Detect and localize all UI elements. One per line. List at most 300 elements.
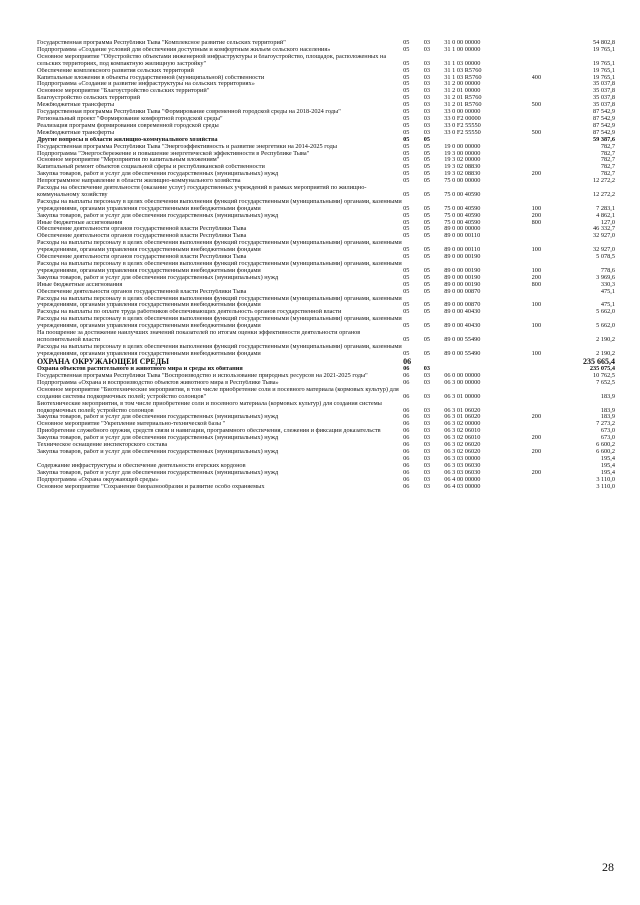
table-row — [37, 484, 615, 491]
row-section-code: 06 — [403, 373, 410, 379]
row-subsection-code: 05 — [423, 178, 430, 185]
row-target-article: 89 0 00 00870 — [444, 301, 481, 309]
row-section-code: 06 — [403, 414, 410, 421]
row-amount: 19 765,1 — [592, 67, 615, 74]
table-row — [37, 109, 615, 116]
row-amount: 19 765,1 — [592, 46, 615, 53]
row-amount: 475,1 — [600, 301, 615, 309]
row-expense-type — [532, 116, 559, 123]
row-target-article: 06 3 01 00000 — [444, 392, 481, 400]
row-amount: 10 762,5 — [592, 373, 615, 379]
row-amount: 5 078,5 — [596, 254, 615, 261]
row-amount: 195,4 — [600, 462, 615, 469]
row-name: На поощрение за достижение наилучших значений показателей по итогам оценки эффективности деятельности органов исполнительной власти — [37, 330, 361, 343]
row-section-code: 05 — [403, 102, 410, 109]
row-target-article: 06 3 02 00000 — [444, 421, 481, 428]
row-amount: 46 332,7 — [592, 226, 615, 233]
table-row — [37, 414, 615, 421]
row-section-code: 05 — [403, 322, 410, 330]
row-section-code: 06 — [403, 469, 410, 476]
row-subsection-code: 05 — [423, 274, 430, 281]
row-section-code: 05 — [403, 115, 410, 122]
row-amount: 87 542,9 — [592, 122, 615, 129]
row-target-article — [444, 366, 531, 373]
row-expense-type: 100 — [531, 204, 542, 212]
row-name: Охрана объектов растительного и животного мира и среды их обитания — [37, 366, 243, 373]
row-target-article: 31 2 01 R5760 — [444, 102, 482, 109]
row-subsection-code: 05 — [423, 266, 430, 274]
row-section-code: 06 — [403, 392, 410, 400]
row-name: Обеспечение деятельности органов государственной власти Республики Тыва — [37, 233, 247, 240]
row-expense-type — [532, 330, 559, 344]
row-expense-type — [532, 366, 559, 373]
table-row — [37, 130, 615, 137]
row-subsection-code: 05 — [423, 204, 430, 212]
row-name: Подпрограмма «Создание условий для обеспечения доступным и комфортным жильем сельского населения» — [37, 46, 331, 53]
row-name: Иные бюджетные ассигнования — [37, 219, 123, 226]
row-target-article: 33 0 F2 55550 — [444, 122, 481, 129]
row-expense-type: 800 — [531, 281, 542, 288]
row-section-code: 06 — [403, 442, 410, 449]
row-section-code: 05 — [403, 46, 410, 53]
row-subsection-code: 03 — [423, 428, 430, 435]
row-section-code: 06 — [403, 366, 410, 373]
row-expense-type: 100 — [531, 322, 542, 330]
budget-table-body — [37, 40, 615, 490]
row-amount: 4 862,1 — [596, 212, 615, 219]
row-name: Основное мероприятие "Мероприятия по капитальным вложениям" — [37, 157, 220, 164]
row-name: Приобретение служебного оружия, средств связи и навигации, программного обеспечения, слежения и фиксации доказательств — [37, 428, 381, 435]
row-subsection-code: 03 — [423, 435, 430, 442]
row-name: Основное мероприятие "Обустройство объектами инженерной инфраструктуры и благоустройство, площадок, расположенных на сельских территориях, под компактную жилищную застройку" — [37, 53, 387, 67]
table-row — [37, 178, 615, 185]
row-section-code: 05 — [403, 349, 410, 357]
table-row — [37, 240, 615, 254]
row-subsection-code: 03 — [423, 109, 430, 116]
row-subsection-code: 05 — [423, 309, 430, 316]
row-amount: 127,0 — [600, 219, 615, 226]
row-target-article: 33 0 F2 55550 — [444, 129, 481, 136]
row-section-code: 05 — [403, 190, 410, 198]
row-target-article: 75 0 00 40590 — [444, 219, 481, 226]
row-section-code: 05 — [403, 212, 410, 219]
row-subsection-code: 05 — [423, 254, 430, 261]
row-expense-type — [532, 484, 559, 491]
row-expense-type — [532, 47, 559, 54]
row-amount: 2 190,2 — [596, 335, 615, 343]
row-subsection-code: 05 — [423, 246, 430, 254]
row-subsection-code: 05 — [423, 157, 430, 164]
row-target-article: 31 0 00 00000 — [444, 40, 481, 46]
row-amount: 32 927,0 — [592, 246, 615, 254]
row-target-article: 19 0 00 00000 — [444, 143, 481, 150]
table-row — [37, 185, 615, 199]
row-target-article: 31 1 03 R5760 — [444, 74, 482, 81]
row-target-article: 75 0 00 40590 — [444, 190, 481, 198]
row-target-article: 06 3 01 06020 — [444, 406, 481, 414]
row-amount: 3 969,6 — [596, 274, 615, 281]
row-section-code: 06 — [403, 421, 410, 428]
row-section-code: 06 — [403, 379, 410, 386]
row-expense-type — [532, 95, 559, 102]
row-target-article: 89 0 00 40430 — [444, 322, 481, 330]
table-row — [37, 289, 615, 296]
table-row — [37, 254, 615, 261]
row-target-article: 06 4 00 00000 — [444, 476, 481, 483]
row-expense-type — [532, 151, 559, 158]
row-subsection-code: 03 — [423, 379, 430, 386]
row-section-code: 05 — [403, 88, 410, 95]
row-target-article: 19 3 02 08830 — [444, 171, 481, 178]
row-section-code: 05 — [403, 266, 410, 274]
row-target-article: 89 0 00 00190 — [444, 281, 481, 288]
row-amount: 782,7 — [600, 143, 615, 150]
row-name: Содержание инфраструктуры и обеспечение деятельности егерских кордонов — [37, 462, 246, 469]
row-name: Расходы на выплаты персоналу в целях обеспечения выполнения функций государственными (муниципальными) органами, казенными учреждениями, органами управления государственными внебюджетными фондами — [37, 198, 402, 212]
row-name: Расходы на выплаты персоналу в целях обеспечения выполнения функций государственными (муниципальными) органами, казенными учреждениями, органами управления государственными внебюджетными фондами — [37, 295, 402, 309]
row-section-code: 05 — [403, 81, 410, 88]
table-row — [37, 226, 615, 233]
row-target-article: 31 2 01 00000 — [444, 88, 481, 95]
row-target-article: 06 3 02 06010 — [444, 428, 481, 435]
table-row — [37, 373, 615, 380]
row-expense-type: 500 — [531, 102, 542, 109]
row-subsection-code: 03 — [423, 122, 430, 129]
table-row — [37, 88, 615, 95]
row-target-article: 31 1 03 00000 — [444, 59, 481, 67]
row-expense-type: 200 — [531, 435, 542, 442]
row-name: Расходы на выплаты персоналу в целях обеспечения выполнения функций государственными (муниципальными) органами, казенными учреждениями, органами управления государственными внебюджетными фондами — [37, 316, 402, 330]
row-name: Благоустройство сельских территорий — [37, 95, 140, 102]
row-amount: 673,0 — [600, 428, 615, 435]
row-expense-type — [532, 387, 559, 401]
row-name: Подпрограмма "Энергосбережение и повышение энергетической эффективности в Республике Тыва" — [37, 150, 310, 157]
row-subsection-code: 05 — [423, 349, 430, 357]
row-amount: 183,9 — [600, 414, 615, 421]
table-row — [37, 75, 615, 82]
row-amount: 12 272,2 — [592, 190, 615, 198]
row-subsection-code: 05 — [423, 212, 430, 219]
row-amount: 19 765,1 — [592, 74, 615, 81]
row-amount: 3 110,0 — [596, 483, 615, 490]
row-name: Государственная программа Республики Тыва "Воспроизводство и использование природных ресурсов на 2021-2025 годы" — [37, 373, 368, 379]
table-row — [37, 40, 615, 47]
row-amount: 87 542,9 — [592, 129, 615, 136]
row-target-article: 06 4 03 00000 — [444, 483, 481, 490]
row-expense-type: 100 — [531, 246, 542, 254]
row-section-code: 06 — [403, 483, 410, 490]
row-amount: 87 542,9 — [592, 115, 615, 122]
row-target-article: 31 2 01 R5760 — [444, 95, 482, 102]
row-subsection-code: 03 — [423, 448, 430, 455]
row-name: Расходы на выплаты персоналу в целях обеспечения выполнения функций государственными (муниципальными) органами, казенными учреждениями, органами управления государственными внебюджетными фондами — [37, 240, 402, 254]
row-name: Другие вопросы в области жилищно-коммунального хозяйства — [37, 136, 218, 143]
table-row — [37, 316, 615, 330]
row-subsection-code: 05 — [423, 164, 430, 171]
table-row — [37, 123, 615, 130]
row-target-article: 19 3 02 08830 — [444, 164, 481, 171]
row-subsection-code: 03 — [423, 81, 430, 88]
row-name: Обеспечение деятельности органов государственной власти Республики Тыва — [37, 288, 247, 295]
row-section-code: 06 — [403, 462, 410, 469]
row-expense-type — [532, 144, 559, 151]
table-row — [37, 309, 615, 316]
row-amount: 330,3 — [600, 281, 615, 288]
table-row — [37, 296, 615, 310]
row-name: Закупка товаров, работ и услуг для обеспечения государственных (муниципальных) нужд — [37, 274, 279, 281]
row-expense-type — [532, 68, 559, 75]
row-expense-type — [532, 380, 559, 387]
row-amount: 778,6 — [600, 266, 615, 274]
row-subsection-code: 05 — [423, 171, 430, 178]
row-expense-type — [532, 477, 559, 484]
row-subsection-code: 05 — [423, 335, 430, 343]
row-target-article: 89 0 00 00190 — [444, 254, 481, 261]
row-target-article: 06 3 00 00000 — [444, 379, 481, 386]
row-subsection-code: 03 — [423, 40, 430, 46]
row-section-code: 05 — [403, 164, 410, 171]
row-expense-type — [532, 164, 559, 171]
row-name: Обеспечение комплексного развития сельских территорий — [37, 67, 194, 74]
table-row — [37, 164, 615, 171]
row-expense-type: 100 — [531, 301, 542, 309]
row-target-article: 33 0 00 00000 — [444, 109, 481, 116]
row-name: Закупка товаров, работ и услуг для обеспечения государственных (муниципальных) нужд — [37, 171, 279, 178]
row-target-article: 06 3 03 06030 — [444, 462, 481, 469]
row-amount: 782,7 — [600, 171, 615, 178]
row-target-article: 75 0 00 00000 — [444, 178, 481, 185]
row-expense-type: 200 — [531, 171, 542, 178]
row-name: Подпрограмма «Создание и развитие инфраструктуры на сельских территориях» — [37, 81, 255, 88]
row-target-article: 19 3 00 00000 — [444, 150, 481, 157]
row-expense-type — [532, 373, 559, 380]
row-section-code: 05 — [403, 150, 410, 157]
row-subsection-code: 05 — [423, 322, 430, 330]
page-number: 28 — [602, 860, 614, 874]
row-section-code: 05 — [403, 109, 410, 116]
row-amount: 475,1 — [600, 288, 615, 295]
row-amount: 7 652,5 — [596, 379, 615, 386]
row-subsection-code: 03 — [423, 442, 430, 449]
row-amount: 35 037,8 — [592, 81, 615, 88]
row-subsection-code: 03 — [423, 469, 430, 476]
table-row — [37, 380, 615, 387]
row-expense-type — [532, 226, 559, 233]
row-target-article: 89 0 00 00870 — [444, 288, 481, 295]
row-name: Закупка товаров, работ и услуг для обеспечения государственных (муниципальных) нужд — [37, 448, 279, 455]
row-expense-type — [532, 254, 559, 261]
row-target-article: 31 2 00 00000 — [444, 81, 481, 88]
row-name: Подпрограмма «Охрана окружающей среды» — [37, 476, 159, 483]
row-subsection-code: 03 — [423, 476, 430, 483]
row-section-code: 05 — [403, 281, 410, 288]
row-section-code: 05 — [403, 254, 410, 261]
row-expense-type — [532, 109, 559, 116]
row-expense-type — [532, 88, 559, 95]
table-row — [37, 54, 615, 68]
row-amount: 35 037,8 — [592, 102, 615, 109]
row-name — [37, 456, 403, 463]
row-name: Закупка товаров, работ и услуг для обеспечения государственных (муниципальных) нужд — [37, 414, 279, 421]
row-target-article: 06 0 00 00000 — [444, 373, 481, 379]
row-section-code: 05 — [403, 246, 410, 254]
row-subsection-code: 03 — [423, 366, 430, 373]
budget-table — [37, 40, 615, 490]
row-target-article: 33 0 F2 00000 — [444, 115, 481, 122]
row-name: Биотехнические мероприятия, в том числе приобретение соли и посевного материала (кормовых культур) для создания системы подкормочных полей; устройство солонцов — [37, 400, 382, 414]
row-expense-type — [532, 123, 559, 130]
row-name: Межбюджетные трансферты — [37, 102, 115, 109]
row-section-code: 06 — [403, 476, 410, 483]
table-row — [37, 282, 615, 289]
row-target-article — [444, 137, 531, 144]
row-amount: 782,7 — [600, 164, 615, 171]
table-row — [37, 275, 615, 282]
row-target-article: 06 3 03 06030 — [444, 469, 481, 476]
row-subsection-code: 03 — [423, 373, 430, 379]
row-expense-type — [532, 442, 559, 449]
row-subsection-code: 05 — [423, 226, 430, 233]
row-section-code: 05 — [403, 309, 410, 316]
row-expense-type — [532, 463, 559, 470]
row-subsection-code: 05 — [423, 288, 430, 295]
row-subsection-code: 03 — [423, 455, 430, 462]
row-amount: 3 110,0 — [596, 476, 615, 483]
row-target-article: 89 0 00 00190 — [444, 266, 481, 274]
table-row — [37, 151, 615, 158]
row-expense-type — [532, 137, 559, 144]
row-name: Основное мероприятие "Укрепление материально-технической базы " — [37, 421, 226, 428]
row-amount: 5 662,0 — [596, 309, 615, 316]
row-target-article: 06 3 02 06020 — [444, 448, 481, 455]
row-amount: 7 283,1 — [596, 204, 615, 212]
row-expense-type: 400 — [531, 74, 542, 81]
row-expense-type: 100 — [531, 349, 542, 357]
row-amount: 195,4 — [600, 469, 615, 476]
row-subsection-code: 05 — [423, 281, 430, 288]
row-name: Непрограммное направление в области жилищно-коммунального хозяйства — [37, 178, 241, 185]
row-section-code: 05 — [403, 171, 410, 178]
row-name: Закупка товаров, работ и услуг для обеспечения государственных (муниципальных) нужд — [37, 435, 279, 442]
table-row — [37, 137, 615, 144]
row-expense-type: 800 — [531, 219, 542, 226]
table-row — [37, 330, 615, 344]
row-name: ОХРАНА ОКРУЖАЮЩЕЙ СРЕДЫ — [37, 357, 169, 366]
row-section-code: 05 — [403, 274, 410, 281]
row-expense-type — [532, 289, 559, 296]
row-section-code: 05 — [403, 129, 410, 136]
row-subsection-code: 05 — [423, 136, 430, 143]
row-section-code: 05 — [403, 122, 410, 129]
row-subsection-code: 03 — [423, 74, 430, 81]
row-name: Закупка товаров, работ и услуг для обеспечения государственных (муниципальных) нужд — [37, 469, 279, 476]
table-row — [37, 199, 615, 213]
row-name: Государственная программа Республики Тыва "Комплексное развитие сельских территорий" — [37, 40, 286, 46]
row-name: Государственная программа Республики Тыва "Формирование современной городской среды на 2018-2024 годы" — [37, 109, 341, 116]
row-subsection-code: 03 — [423, 414, 430, 421]
table-row — [37, 435, 615, 442]
row-section-code: 06 — [403, 428, 410, 435]
row-amount: 19 765,1 — [592, 59, 615, 67]
row-section-code: 05 — [403, 219, 410, 226]
table-row — [37, 401, 615, 415]
table-row — [37, 47, 615, 54]
row-expense-type — [532, 421, 559, 428]
row-name: Капитальные вложения в объекты государственной (муниципальной) собственности — [37, 74, 265, 81]
row-amount: 59 387,6 — [592, 136, 615, 143]
row-amount: 32 927,0 — [592, 233, 615, 240]
row-target-article: 19 3 02 00000 — [444, 157, 481, 164]
row-section-code: 05 — [403, 40, 410, 46]
row-expense-type — [532, 157, 559, 164]
row-section-code: 05 — [403, 178, 410, 185]
table-row — [37, 233, 615, 240]
row-target-article: 75 0 00 40590 — [444, 204, 481, 212]
row-name: Расходы на обеспечение деятельности (оказание услуг) государственных учреждений в рамках мероприятий по жилищно-коммунальному хозяйству — [37, 185, 367, 198]
row-target-article: 89 0 00 40430 — [444, 309, 481, 316]
row-subsection-code: 03 — [423, 392, 430, 400]
row-name: Закупка товаров, работ и услуг для обеспечения государственных (муниципальных) нужд — [37, 212, 279, 219]
row-amount: 782,7 — [600, 150, 615, 157]
table-row — [37, 387, 615, 401]
row-name: Основное мероприятие "Благоустройство сельских территорий" — [37, 88, 210, 95]
table-row — [37, 449, 615, 456]
row-subsection-code: 03 — [423, 59, 430, 67]
row-amount: 782,7 — [600, 157, 615, 164]
row-name: Реализация программ формирования современной городской среды — [37, 122, 219, 129]
table-row — [37, 428, 615, 435]
row-name: Техническое оснащение инспекторского состава — [37, 442, 168, 449]
row-name: Обеспечение деятельности органов государственной власти Республики Тыва — [37, 226, 247, 233]
row-name: Капитальный ремонт объектов социальной сферы и республиканской собственности — [37, 164, 265, 171]
row-target-article: 89 0 00 55490 — [444, 335, 481, 343]
row-expense-type: 200 — [531, 448, 542, 455]
table-row — [37, 116, 615, 123]
row-subsection-code: 03 — [423, 67, 430, 74]
row-expense-type: 200 — [531, 414, 542, 421]
row-amount: 87 542,9 — [592, 109, 615, 116]
row-amount: 12 272,2 — [592, 178, 615, 185]
row-amount: 2 190,2 — [596, 349, 615, 357]
table-row — [37, 358, 615, 366]
row-subsection-code — [424, 358, 445, 366]
row-expense-type — [532, 81, 559, 88]
row-expense-type: 100 — [531, 266, 542, 274]
row-section-code: 05 — [403, 136, 410, 143]
row-target-article: 06 3 02 06010 — [444, 435, 481, 442]
row-subsection-code: 05 — [423, 233, 430, 240]
row-target-article: 06 3 03 00000 — [444, 455, 481, 462]
row-section-code: 06 — [403, 435, 410, 442]
table-row — [37, 442, 615, 449]
row-amount: 195,4 — [600, 455, 615, 462]
row-amount: 6 600,2 — [596, 442, 615, 449]
row-expense-type — [532, 358, 559, 366]
row-name: Основное мероприятие "Сохранение биоразнообразия и развитие особо охраняемых — [37, 483, 265, 490]
table-row — [37, 456, 615, 463]
row-expense-type — [532, 54, 559, 68]
row-target-article: 06 3 02 06020 — [444, 442, 481, 449]
row-section-code: 05 — [403, 67, 410, 74]
row-expense-type — [532, 401, 559, 415]
row-target-article: 89 0 00 00110 — [444, 246, 481, 254]
row-section-code: 05 — [403, 74, 410, 81]
row-amount: 235 075,4 — [589, 366, 615, 373]
row-amount: 673,0 — [600, 435, 615, 442]
row-target-article: 89 0 00 00190 — [444, 274, 481, 281]
row-subsection-code: 05 — [423, 301, 430, 309]
table-row — [37, 81, 615, 88]
